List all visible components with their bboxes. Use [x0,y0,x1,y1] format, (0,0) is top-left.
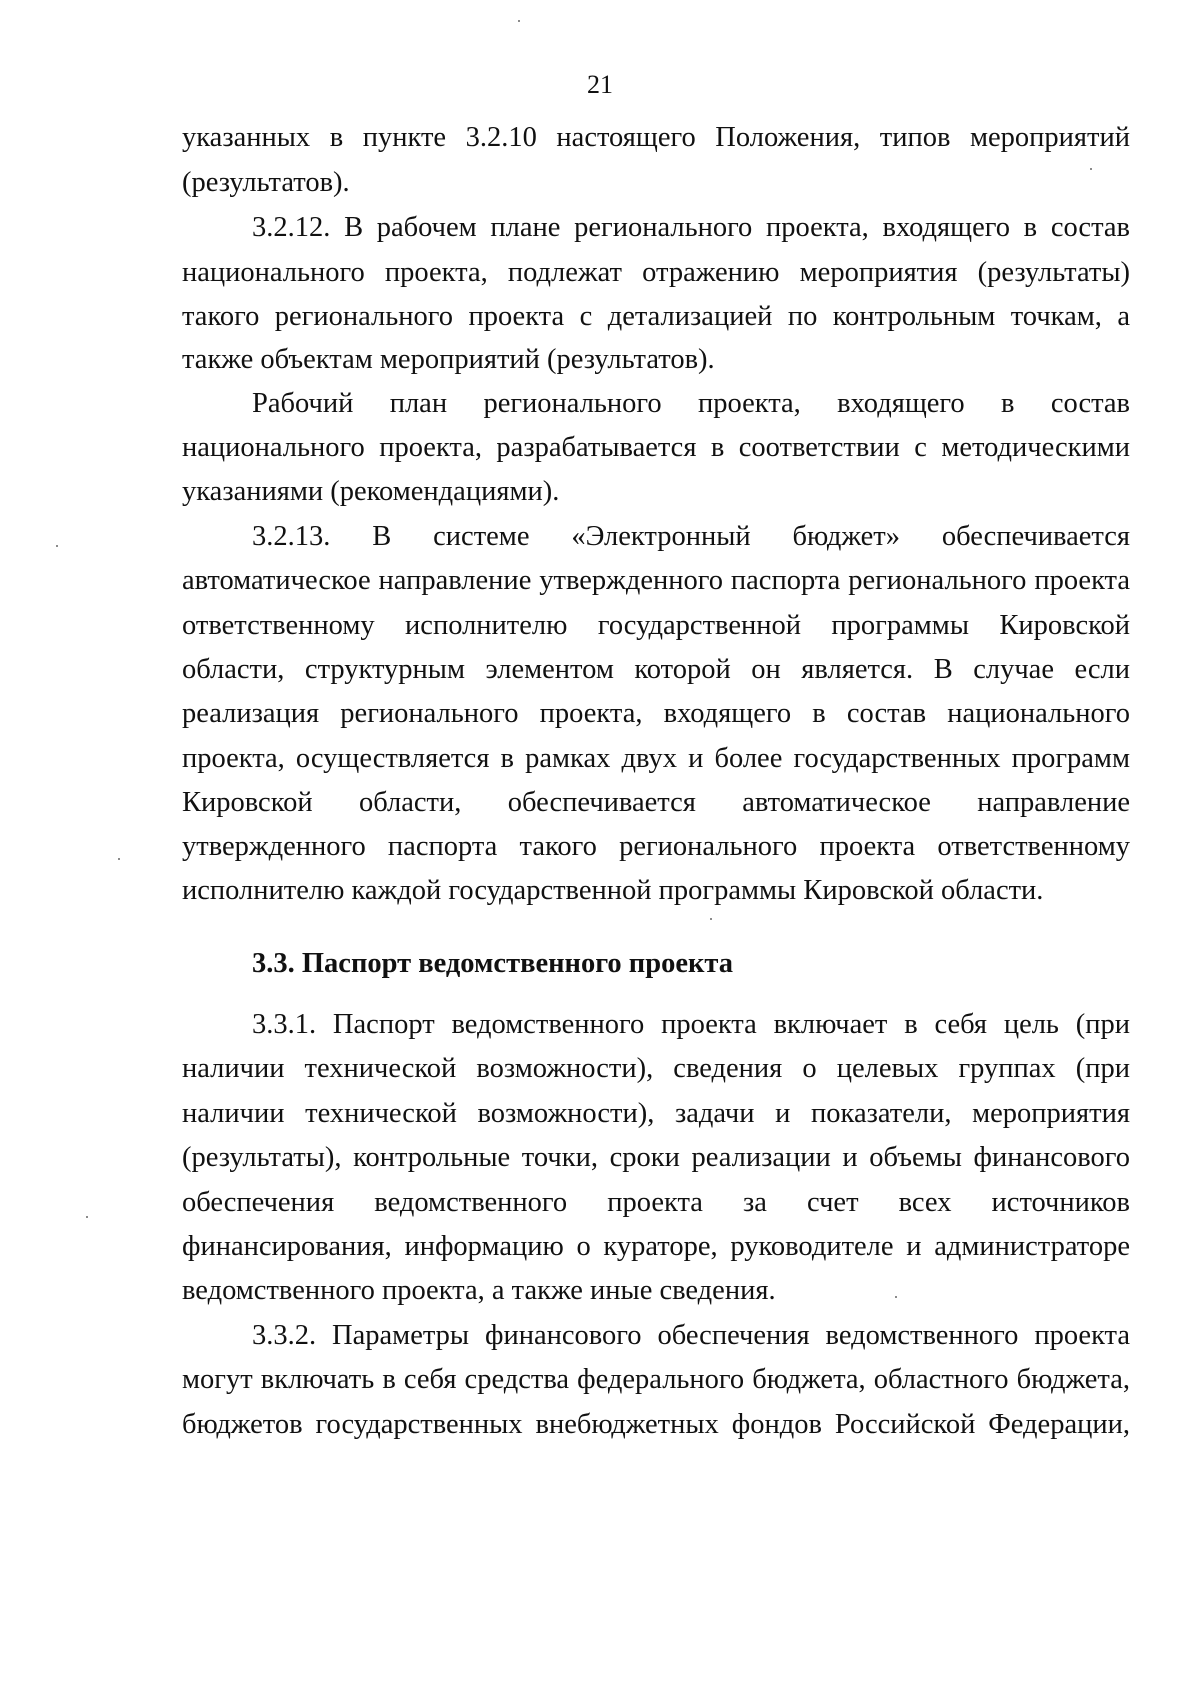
scan-speck [710,918,712,920]
text-line: обеспечения ведомственного проекта за счет всех источников [182,1187,1130,1218]
scan-speck [895,1296,897,1298]
section-heading: 3.3. Паспорт ведомственного проекта [252,948,733,979]
text-line: 3.3.1. Паспорт ведомственного проекта включает в себя цель (при [252,1009,1130,1040]
text-line: Кировской области, обеспечивается автоматическое направление [182,787,1130,818]
text-line: наличии технической возможности), задачи и показатели, мероприятия [182,1098,1130,1129]
scan-speck [56,545,58,547]
text-line: (результаты), контрольные точки, сроки реализации и объемы финансового [182,1142,1130,1173]
text-line: ведомственного проекта, а также иные сведения. [182,1275,776,1306]
text-line: области, структурным элементом которой он является. В случае если [182,654,1130,685]
text-line: национального проекта, разрабатывается в соответствии с методическими [182,432,1130,463]
text-line: 3.2.12. В рабочем плане регионального проекта, входящего в состав [252,212,1130,243]
page-number: 21 [587,70,613,99]
text-line: (результатов). [182,167,350,198]
text-line: утвержденного паспорта такого регионального проекта ответственному [182,831,1130,862]
text-line: исполнителю каждой государственной программы Кировской области. [182,875,1044,906]
text-line: реализация регионального проекта, входящего в состав национального [182,698,1130,729]
text-line: могут включать в себя средства федерального бюджета, областного бюджета, [182,1364,1130,1395]
text-line: проекта, осуществляется в рамках двух и более государственных программ [182,743,1130,774]
text-line: автоматическое направление утвержденного паспорта регионального проекта [182,565,1130,596]
text-line: такого регионального проекта с детализацией по контрольным точкам, а [182,301,1130,332]
scan-speck [118,858,120,860]
text-line: 3.3.2. Параметры финансового обеспечения ведомственного проекта [252,1320,1130,1351]
text-line: финансирования, информацию о кураторе, руководителе и администраторе [182,1231,1130,1262]
text-line: ответственному исполнителю государственной программы Кировской [182,610,1130,641]
text-line: национального проекта, подлежат отражению мероприятия (результаты) [182,257,1130,288]
scan-speck [1090,168,1092,170]
scan-speck [518,20,520,22]
text-line: указанных в пункте 3.2.10 настоящего Положения, типов мероприятий [182,122,1130,153]
text-line: 3.2.13. В системе «Электронный бюджет» обеспечивается [252,521,1130,552]
text-line: также объектам мероприятий (результатов). [182,344,715,375]
text-line: Рабочий план регионального проекта, входящего в состав [252,388,1130,419]
text-line: бюджетов государственных внебюджетных фондов Российской Федерации, [182,1409,1130,1440]
scan-speck [86,1216,88,1218]
text-line: указаниями (рекомендациями). [182,476,560,507]
text-line: наличии технической возможности), сведения о целевых группах (при [182,1053,1130,1084]
